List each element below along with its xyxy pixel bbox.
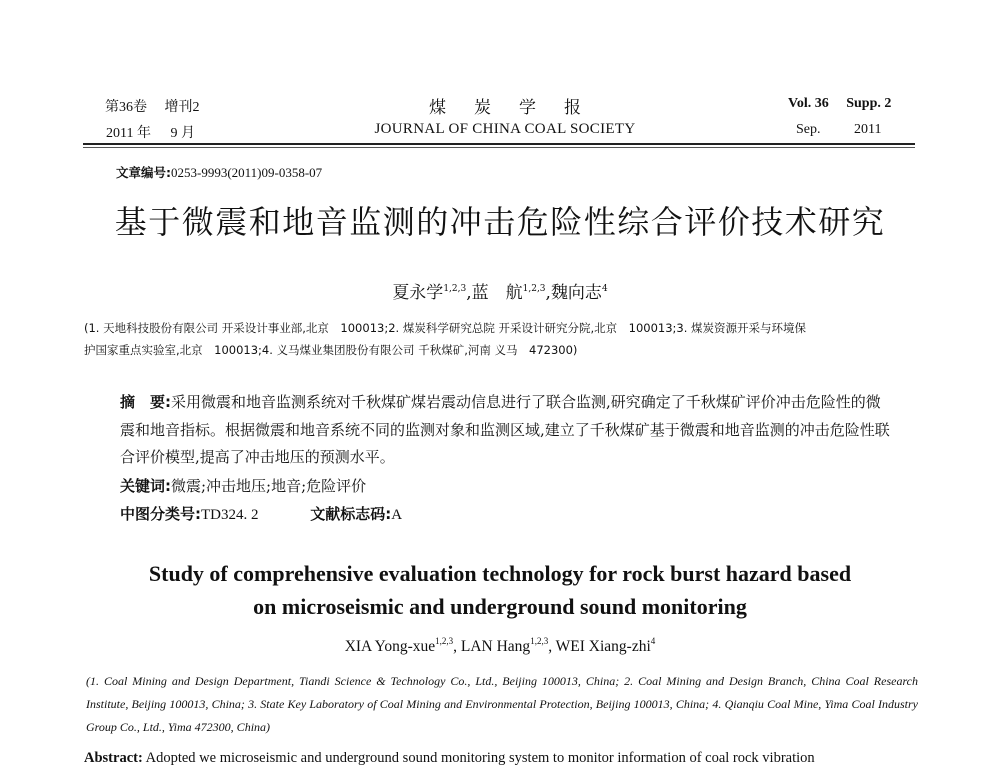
authors-cn: 夏永学$^{1,2,3}$,蓝 航$^{1,2,3}$,魏向志$^4$ [392,283,608,303]
journal-name-cn: 煤炭学报 [429,98,609,118]
author-name: 夏永学 [392,283,444,303]
abstract-en-text: Adopted we microseismic and underground sound monitoring system to monitor information of coal rock vibration [145,750,815,766]
authors-en: XIA Yong-xue$^{1,2,3}$, LAN Hang$^{1,2,3}$, WEI Xiang-zhi$^4$ [344,636,656,655]
header-date-en [796,122,881,138]
abstract-en-label: Abstract: [84,750,143,766]
keywords-cn-label: 关键词: [120,477,171,495]
supplement-en: Supp. 2 [846,96,892,111]
article-number-label: 文章编号: [116,165,171,180]
affiliations-cn-line: 护国家重点实验室,北京 100013;4. 义马煤业集团股份有限公司 千秋煤矿,河南 义马 472300) [84,343,578,357]
month-cn: 9 月 [170,126,195,141]
author-affil-sup: 4 [650,636,656,646]
keywords-cn-text: 微震;冲击地压;地音;危险评价 [171,477,367,495]
abstract-en [84,750,916,767]
class-number-value: TD324. 2 [201,507,259,523]
title-en-line: on microseismic and underground sound monitoring [253,594,747,619]
author-name: 蓝 航 [471,283,523,303]
header-volume-en [788,96,891,112]
author-affil-sup: 1,2,3 [530,636,549,646]
author-name: 魏向志 [550,283,602,303]
page-title-en [100,557,900,623]
year-en: 2011 [854,122,882,137]
author-affil-sup: 4 [601,284,608,294]
abstract-cn-label: 摘 要: [120,393,171,411]
supplement-cn: 增刊2 [164,100,200,115]
author-name: XIA Yong-xue [344,638,436,655]
volume-en: Vol. 36 [788,96,829,111]
keywords-cn [120,475,366,496]
affiliations-cn-line: (1. 天地科技股份有限公司 开采设计事业部,北京 100013;2. 煤炭科学研究总院 开采设计研究分院,北京 100013;3. 煤炭资源开采与环境保 [84,321,807,335]
author-name: LAN Hang [460,638,531,655]
author-name: WEI Xiang-zhi [555,638,651,655]
abstract-cn-text: 采用微震和地音监测系统对千秋煤矿煤岩震动信息进行了联合监测,研究确定了千秋煤矿评价冲击危险性的微震和地音指标。根据微震和地音系统不同的监测对象和监测区域,建立了千秋煤矿基于微震和地音监测的冲击危险性联合评价模型,提高了冲击地压的预测水平。 [120,393,890,466]
month-en: Sep. [796,122,821,137]
header-rule-thick [83,143,915,145]
header-rule-thin [83,147,915,148]
affiliations-en: (1. Coal Mining and Design Department, Tiandi Science & Technology Co., Ltd., Beijing 100013, China; 2. Coal Mining and Design Branch, China Coal Research Institute, Beijing 100013, China; 3. State Key Laboratory of Coal Mining and Environmental Protection, Beijing 100013, China; 4. Qianqiu Coal Mine, Yima Coal Industry Group Co., Ltd., Yima 472300, China) [86,674,918,734]
doc-code-label: 文献标志码: [310,505,392,523]
author-affil-sup: 1,2,3 [435,636,454,646]
volume-cn: 第36卷 [105,100,147,115]
author-affil-sup: 1,2,3 [443,284,467,294]
page-title-cn: 基于微震和地音监测的冲击危险性综合评价技术研究 [114,203,886,241]
article-number [116,163,322,181]
header-volume-issue [105,96,200,116]
header-date-cn [106,122,195,142]
title-en-line: Study of comprehensive evaluation technology for rock burst hazard based [148,561,852,586]
author-affil-sup: 1,2,3 [522,284,546,294]
abstract-cn [120,389,890,472]
classification [120,503,402,524]
article-number-value: 0253-9993(2011)09-0358-07 [171,165,323,180]
year-cn: 2011 年 [106,126,151,141]
class-number-label: 中图分类号: [120,505,201,523]
affiliations-cn [84,317,918,361]
journal-name-en: JOURNAL OF CHINA COAL SOCIETY [374,121,636,137]
doc-code-value: A [391,507,403,523]
